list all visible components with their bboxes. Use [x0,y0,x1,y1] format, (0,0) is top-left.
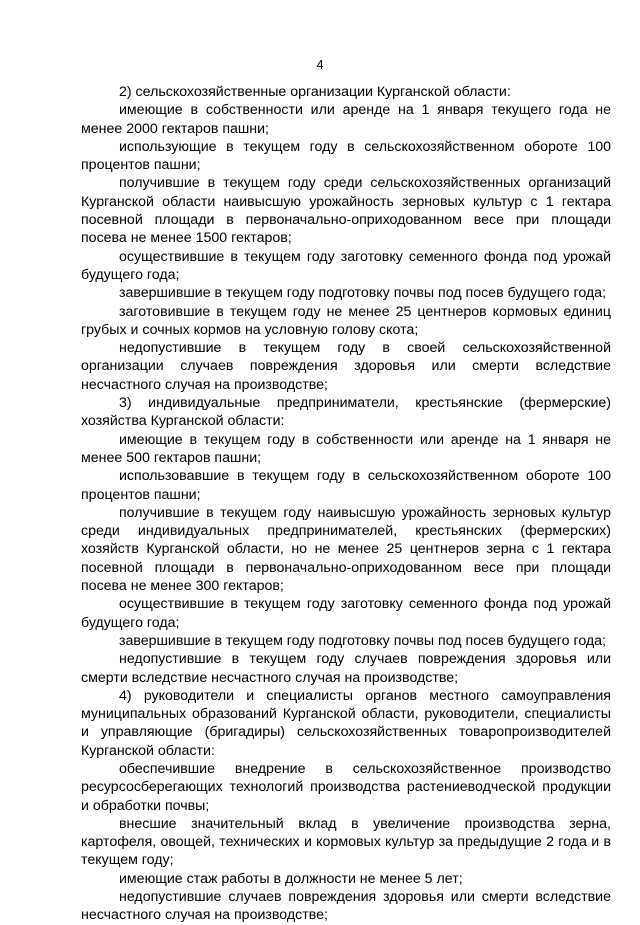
criterion-arable-use-100-farms: использовавшие в текущем году в сельскохозяйственном обороте 100 процентов пашни; [81,468,611,503]
criterion-no-accidents-managers: недопустившие случаев повреждения здоровья или смерти вследствие несчастного случая на производстве; [81,889,611,924]
criterion-soil-preparation-farms: завершившие в текущем году подготовку почвы под посев будущего года; [119,632,607,649]
criterion-arable-land-500: имеющие в текущем году в собственности или аренде на 1 января не менее 500 гектаров пашни; [81,431,611,466]
criterion-soil-preparation: завершившие в текущем году подготовку почвы под посев будущего года; [119,285,607,302]
item-managers-specialists-heading: 4) руководители и специалисты органов местного самоуправления муниципальных образований Курганской области, руководители, специалисты и управляющие (бригадиры) сельскохозяйственных товаропроизводителей Курганской области: [81,687,611,759]
item-entrepreneurs-farms-heading: 3) индивидуальные предприниматели, крестьянские (фермерские) хозяйства Курганской области: [81,395,611,430]
criterion-arable-use-100: использующие в текущем году в сельскохозяйственном обороте 100 процентов пашни; [81,138,611,174]
criterion-arable-land-2000: имеющие в собственности или аренде на 1 января текущего года не менее 2000 гектаров пашни; [81,102,611,137]
criterion-highest-yield-organizations: получившие в текущем году среди сельскохозяйственных организаций Курганской области наивысшую урожайность зерновых культур с 1 гектара посевной площади в первоначально-оприходованном весе при площади посева не менее 1500 гектаров; [81,175,611,247]
criterion-resource-saving-tech: обеспечившие внедрение в сельскохозяйственное производство ресурсосберегающих технологий производства растениеводческой продукции и обработки почвы; [81,760,611,814]
criterion-no-accidents-farms: недопустившие в текущем году случаев повреждения здоровья или смерти вследствие несчастного случая на производстве; [81,651,611,686]
item-agricultural-organizations-heading: 2) сельскохозяйственные организации Курганской области: [119,84,511,100]
document-body [81,83,611,925]
criterion-highest-yield-farms: получившие в текущем году наивысшую урожайность зерновых культур среди индивидуальных предпринимателей, крестьянских (фермерских) хозяйств Курганской области, но не менее 25 центнеров зерна с 1 гектара посевной площади в первоначально-оприходованном весе при площади посева не менее 300 гектаров; [81,504,611,595]
page-number: 4 [316,57,324,72]
criterion-seed-fund: осуществившие в текущем году заготовку семенного фонда под урожай будущего года; [81,248,611,283]
criterion-fodder-25: заготовившие в текущем году не менее 25 центнеров кормовых единиц грубых и сочных кормов на условную голову скота; [81,303,611,338]
criterion-work-experience: имеющие стаж работы в должности не менее 5 лет; [119,870,463,887]
criterion-seed-fund-farms: осуществившие в текущем году заготовку семенного фонда под урожай будущего года; [81,596,611,631]
criterion-production-contribution: внесшие значительный вклад в увеличение производства зерна, картофеля, овощей, технических и кормовых культур за предыдущие 2 года и в текущем году; [81,815,611,869]
criterion-no-accidents-organization: недопустившие в текущем году в своей сельскохозяйственной организации случаев повреждения здоровья или смерти вследствие несчастного случая на производстве; [81,340,611,393]
